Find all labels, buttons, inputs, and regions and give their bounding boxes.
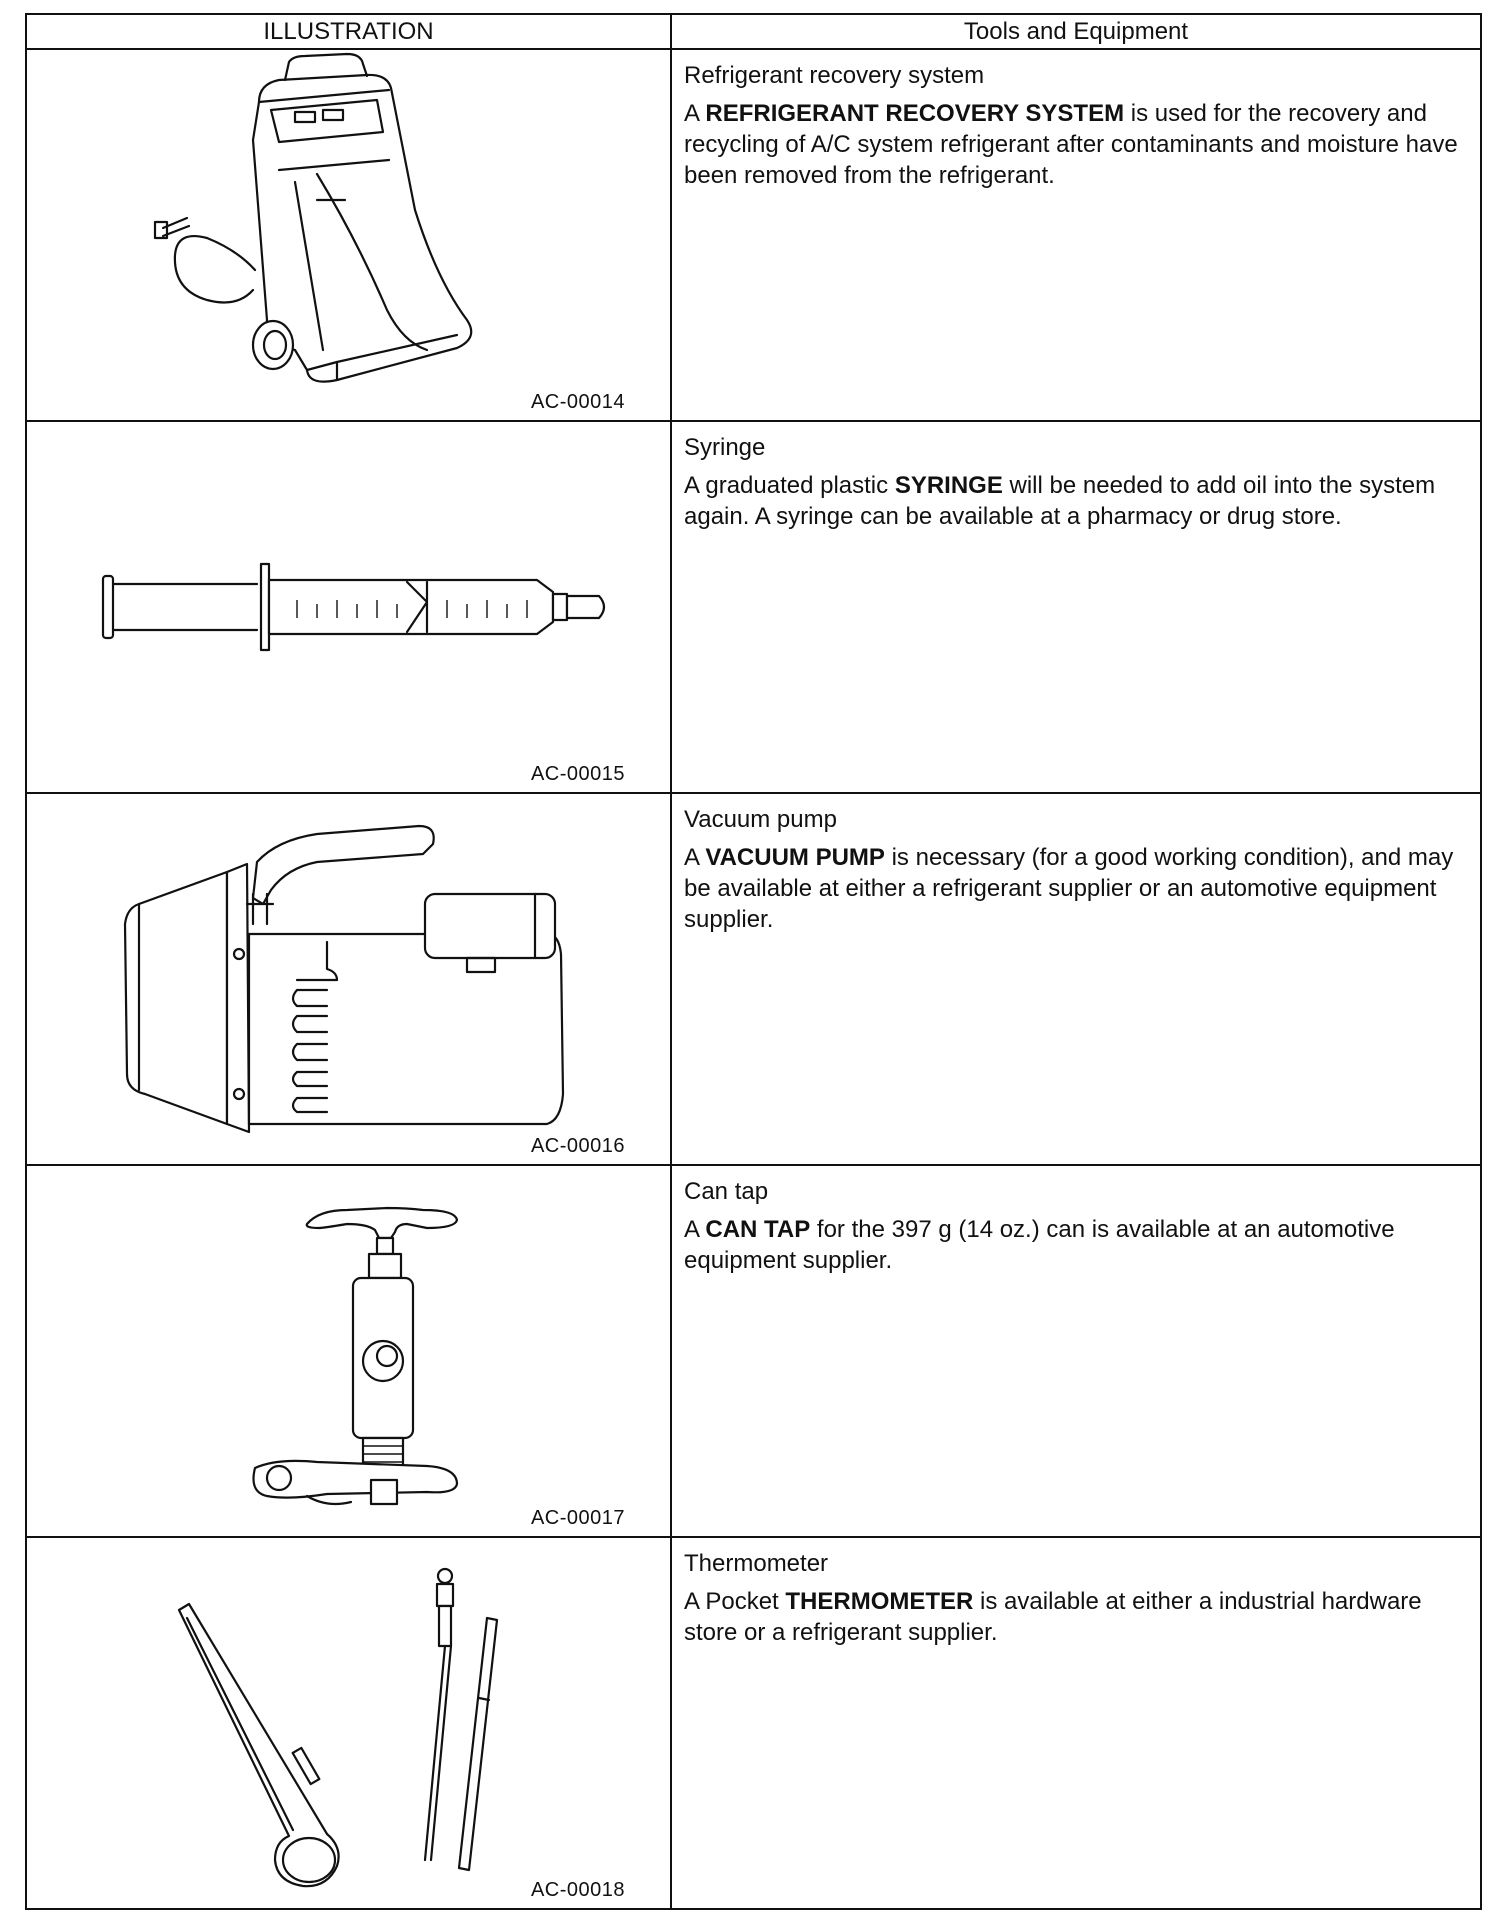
- can-tap-icon: [27, 1166, 672, 1536]
- header-tools: Tools and Equipment: [671, 14, 1481, 49]
- desc-bold: REFRIGERANT RECOVERY SYSTEM: [705, 100, 1125, 127]
- desc-pre: A: [684, 100, 706, 127]
- vacuum-pump-icon: [27, 794, 672, 1164]
- desc-bold: THERMOMETER: [785, 1588, 974, 1615]
- tools-table: [25, 13, 1482, 1910]
- tool-description: [684, 98, 1466, 191]
- tool-description: [684, 842, 1466, 935]
- desc-post: is used for the recovery and recycling of A/C system refrigerant after contaminants and moisture have been removed from the refrigerant.: [684, 100, 1458, 189]
- illustration-cell: [26, 49, 671, 421]
- description-cell: [671, 49, 1481, 421]
- syringe-icon: [27, 422, 672, 792]
- desc-pre: A Pocket: [684, 1588, 786, 1615]
- tool-title: Thermometer: [684, 1550, 829, 1577]
- description-cell: [671, 1165, 1481, 1537]
- desc-bold: SYRINGE: [894, 472, 1003, 499]
- description-cell: [671, 1537, 1481, 1909]
- table-row: [26, 1537, 1481, 1909]
- table-row: [26, 421, 1481, 793]
- desc-bold: CAN TAP: [705, 1216, 811, 1243]
- figure-code: AC-00017: [530, 1507, 625, 1529]
- tool-title: Can tap: [684, 1178, 769, 1205]
- desc-post: will be needed to add oil into the system again. A syringe can be available at a pharmacy or drug store.: [684, 472, 1436, 530]
- desc-pre: A: [684, 1216, 706, 1243]
- desc-post: is necessary (for a good working condition), and may be available at either a refrigerant supplier or an automotive equipment supplier.: [684, 844, 1454, 933]
- tool-title: Syringe: [684, 434, 766, 461]
- tool-title: Refrigerant recovery system: [684, 62, 985, 89]
- tool-description: [684, 1586, 1466, 1648]
- tool-description: [684, 1214, 1466, 1276]
- tool-description: [684, 470, 1466, 532]
- description-cell: [671, 793, 1481, 1165]
- figure-code: AC-00015: [530, 763, 625, 785]
- desc-pre: A: [684, 844, 706, 871]
- header-row: [26, 14, 1481, 49]
- illustration-cell: [26, 1537, 671, 1909]
- refrigerant-recovery-system-icon: [27, 50, 672, 420]
- description-cell: [671, 421, 1481, 793]
- thermometer-icon: [27, 1538, 672, 1908]
- table-row: [26, 49, 1481, 421]
- desc-post: is available at either a industrial hardware store or a refrigerant supplier.: [684, 1588, 1422, 1646]
- desc-bold: VACUUM PUMP: [705, 844, 885, 871]
- table-row: [26, 793, 1481, 1165]
- figure-code: AC-00014: [530, 391, 625, 413]
- desc-post: for the 397 g (14 oz.) can is available at an automotive equipment supplier.: [684, 1216, 1395, 1274]
- desc-pre: A graduated plastic: [684, 472, 895, 499]
- illustration-cell: [26, 793, 671, 1165]
- header-illustration: ILLUSTRATION: [26, 14, 671, 49]
- tool-title: Vacuum pump: [684, 806, 837, 833]
- figure-code: AC-00018: [530, 1879, 625, 1901]
- illustration-cell: [26, 421, 671, 793]
- figure-code: AC-00016: [530, 1135, 625, 1157]
- table-row: [26, 1165, 1481, 1537]
- illustration-cell: [26, 1165, 671, 1537]
